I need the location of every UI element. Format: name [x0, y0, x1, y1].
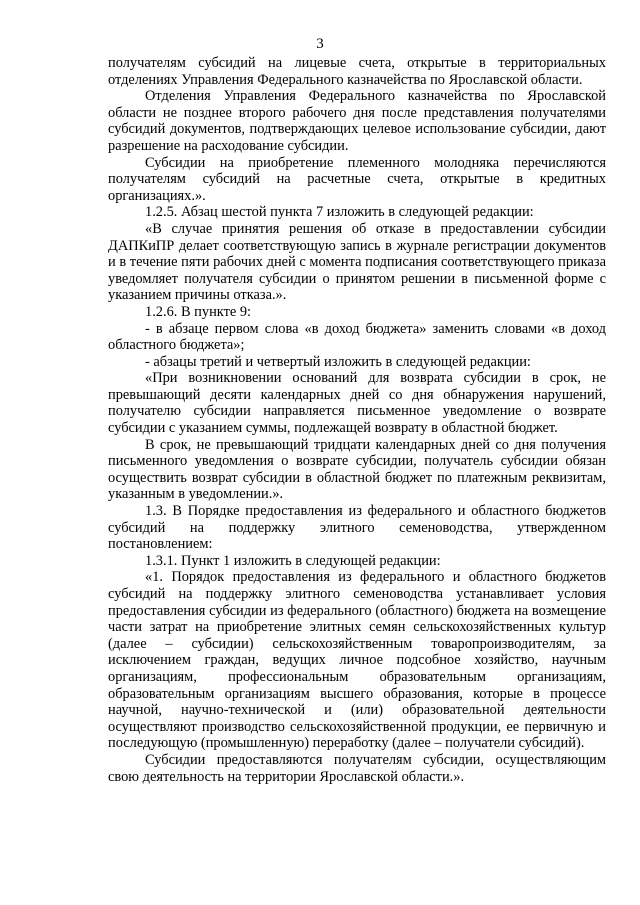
paragraph-clause-1-3-1: 1.3.1. Пункт 1 изложить в следующей редакции:	[145, 552, 441, 569]
paragraph: «В случае принятия решения об отказе в предоставлении субсидии ДАПКиПР делает соответствующую запись в журнале регистрации документов и в течение пяти рабочих дней с момента подписания соответствующего приказа уведомляет получателя субсидии о принятом решении в письменной форме с указанием причины отказа.».	[108, 220, 606, 304]
paragraph: «1. Порядок предоставления из федерального и областного бюджетов субсидий на поддержку элитного семеноводства устанавливает условия предоставления субсидии из федерального (областного) бюджета на возмещение части затрат на приобретение элитных семян сельскохозяйственных культур (далее – субсидии) сельскохозяйственным товаропроизводителям, за исключением граждан, ведущих личное подсобное хозяйство, научным организациям, профессиональным образовательным организациям, образовательным организациям высшего образования, которые в процессе научной, научно-технической и (или) образовательной деятельности осуществляют производство сельскохозяйственной продукции, ее первичную и последующую (промышленную) переработку (далее – получатели субсидий).	[108, 569, 606, 752]
paragraph: Отделения Управления Федерального казначейства по Ярославской области не позднее второго рабочего дня после представления получателями субсидий документов, подтверждающих целевое использование субсидии, дают разрешение на расходование субсидии.	[108, 88, 606, 154]
paragraph-continuation: получателям субсидий на лицевые счета, открытые в территориальных отделениях Управления Федерального казначейства по Ярославской области.	[108, 55, 606, 88]
paragraph: Субсидии предоставляются получателям субсидии, осуществляющим свою деятельность на территории Ярославской области.».	[108, 751, 606, 785]
paragraph: - в абзаце первом слова «в доход бюджета» заменить словами «в доход областного бюджета»;	[108, 320, 606, 354]
paragraph: «При возникновении оснований для возврата субсидии в срок, не превышающий десяти календарных дней со дня обнаружения нарушений, получателю субсидии направляется письменное уведомление о возврате субсидии с указанием суммы, подлежащей возврату в областной бюджет.	[108, 370, 606, 437]
paragraph-clause-1-3: 1.3. В Порядке предоставления из федерального и областного бюджетов субсидий на поддержку элитного семеноводства, утвержденном постановлением:	[108, 503, 606, 553]
paragraph: В срок, не превышающий тридцати календарных дней со дня получения письменного уведомления о возврате субсидии, получатель субсидии обязан осуществить возврат субсидии в областной бюджет по платежным реквизитам, указанным в уведомлении.».	[108, 436, 606, 503]
page-number: 3	[316, 36, 324, 52]
paragraph: - абзацы третий и четвертый изложить в следующей редакции:	[145, 353, 531, 370]
paragraph-clause-1-2-6: 1.2.6. В пункте 9:	[145, 303, 252, 320]
paragraph-clause-1-2-5: 1.2.5. Абзац шестой пункта 7 изложить в следующей редакции:	[145, 204, 534, 221]
paragraph: Субсидии на приобретение племенного молодняка перечисляются получателям субсидий на расчетные счета, открытые в кредитных организациях.».	[108, 154, 606, 204]
document-body	[108, 55, 606, 785]
